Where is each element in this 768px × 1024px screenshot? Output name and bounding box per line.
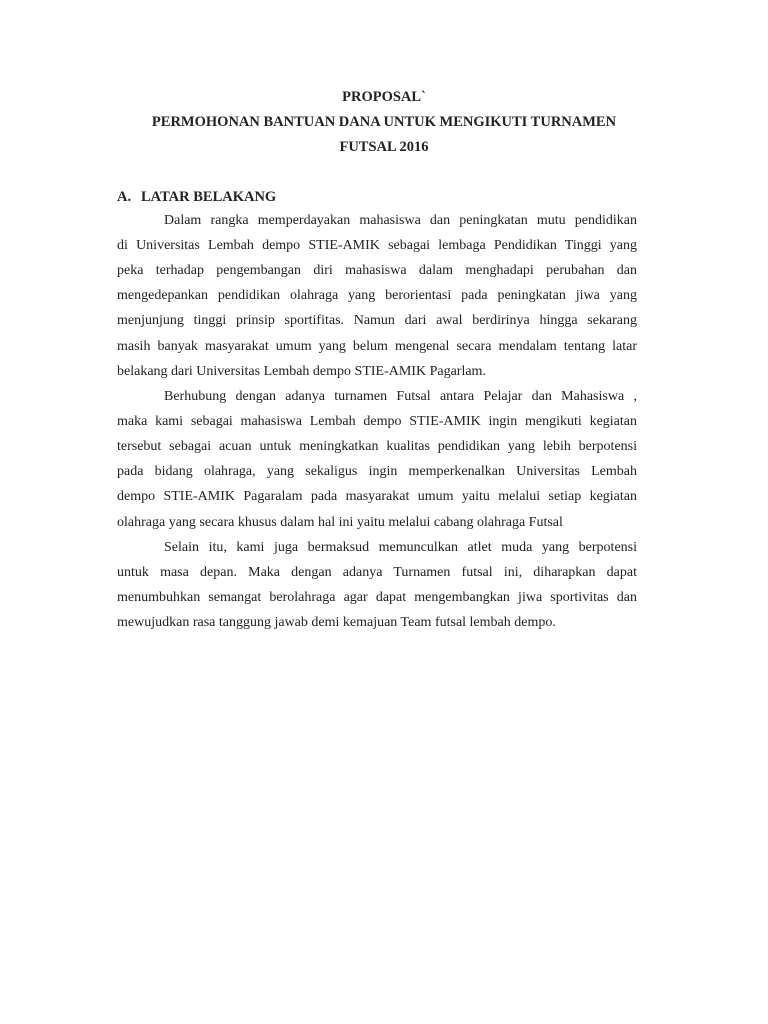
paragraph-line: Berhubung dengan adanya turnamen Futsal antara Pelajar dan Mahasiswa ,	[164, 389, 637, 404]
section-title: LATAR BELAKANG	[141, 189, 277, 205]
paragraph-line: peka terhadap pengembangan diri mahasiswa dalam menghadapi perubahan dan	[117, 263, 637, 279]
paragraph-line: masih banyak masyarakat umum yang belum mengenal secara mendalam tentang latar	[117, 338, 637, 354]
paragraph-line: maka kami sebagai mahasiswa Lembah dempo STIE-AMIK ingin mengikuti kegiatan	[117, 414, 637, 430]
section-heading	[117, 188, 276, 206]
document-subtitle-line2: FUTSAL 2016	[339, 139, 429, 155]
paragraph-line: menjunjung tinggi prinsip sportifitas. Namun dari awal berdirinya hingga sekarang	[117, 313, 637, 329]
paragraph-line: olahraga yang secara khusus dalam hal ini yaitu melalui cabang olahraga Futsal	[117, 514, 563, 530]
paragraph-line: Selain itu, kami juga bermaksud memunculkan atlet muda yang berpotensi	[164, 540, 637, 555]
paragraph-line: untuk masa depan. Maka dengan adanya Turnamen futsal ini, diharapkan dapat	[117, 565, 637, 581]
paragraph-line: belakang dari Universitas Lembah dempo STIE-AMIK Pagarlam.	[117, 363, 486, 379]
paragraph-line: di Universitas Lembah dempo STIE-AMIK sebagai lembaga Pendidikan Tinggi yang	[117, 238, 637, 254]
paragraph-line: Dalam rangka memperdayakan mahasiswa dan peningkatan mutu pendidikan	[164, 213, 637, 228]
section-number: A.	[117, 189, 132, 205]
document-subtitle: PERMOHONAN BANTUAN DANA UNTUK MENGIKUTI TURNAMEN	[151, 114, 617, 130]
paragraph-line: menumbuhkan semangat berolahraga agar dapat mengembangkan jiwa sportivitas dan	[117, 590, 637, 606]
paragraph-line: dempo STIE-AMIK Pagaralam pada masyarakat umum yaitu melalui setiap kegiatan	[117, 489, 637, 505]
paragraph-line: tersebut sebagai acuan untuk meningkatkan kualitas pendidikan yang lebih berpotensi	[117, 439, 637, 455]
paragraph-line: mengedepankan pendidikan olahraga yang berorientasi pada peningkatan jiwa yang	[117, 288, 637, 304]
paragraph-line: pada bidang olahraga, yang sekaligus ingin memperkenalkan Universitas Lembah	[117, 464, 637, 480]
document-title: PROPOSAL`	[342, 89, 426, 105]
paragraph-line: mewujudkan rasa tanggung jawab demi kemajuan Team futsal lembah dempo.	[117, 615, 556, 631]
